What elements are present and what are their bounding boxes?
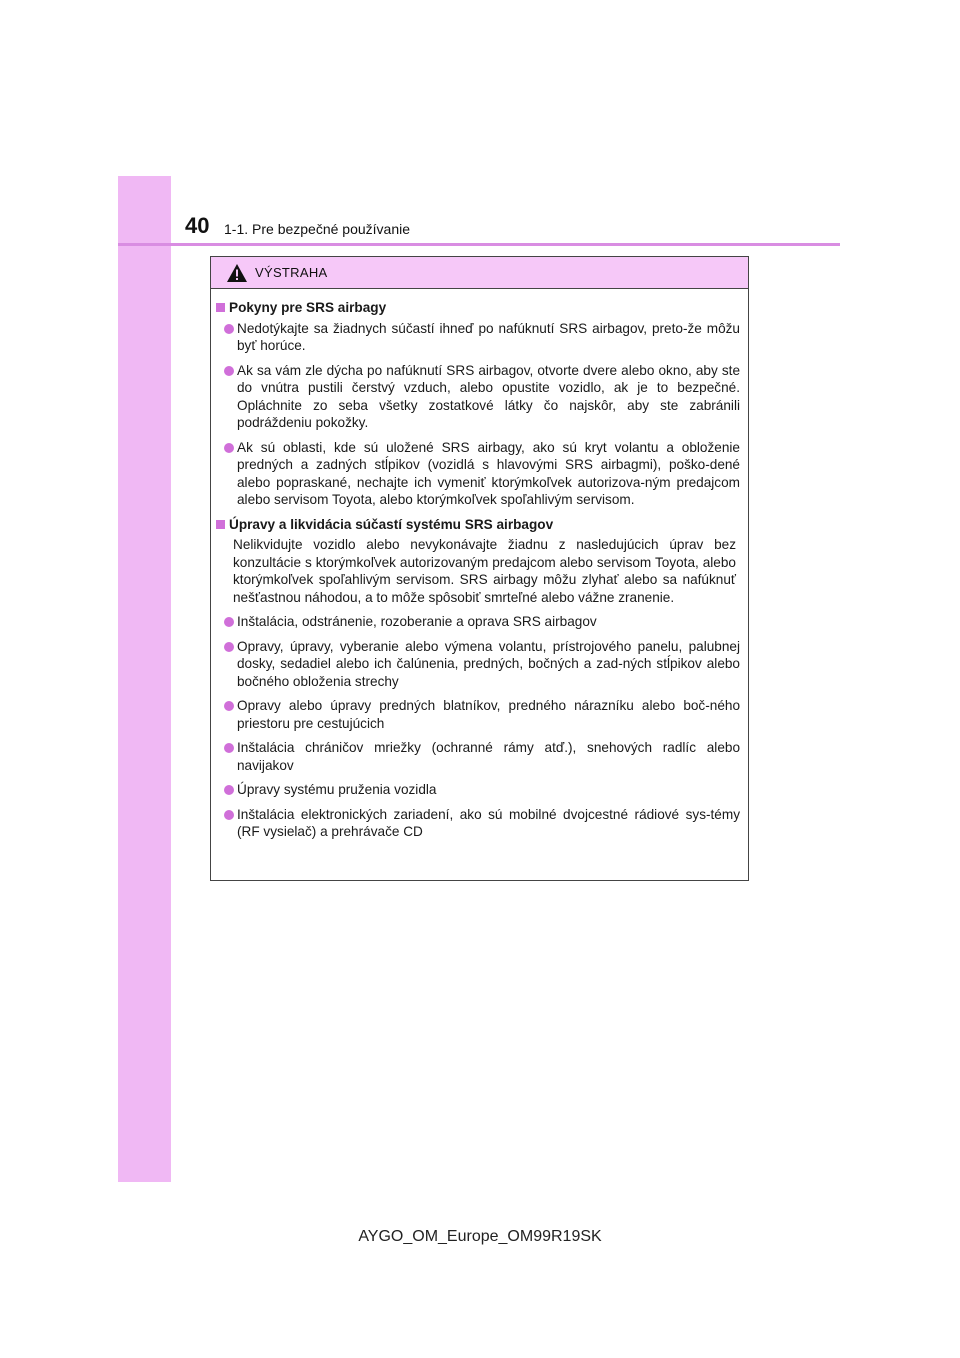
document-code: AYGO_OM_Europe_OM99R19SK xyxy=(358,1228,602,1245)
section-title: 1-1. Pre bezpečné používanie xyxy=(224,221,411,237)
warning-body xyxy=(211,289,748,858)
round-bullet-icon xyxy=(224,743,234,753)
list-item: Nedotýkajte sa žiadnych súčastí ihneď po nafúknutí SRS airbagov, preto-že môžu byť horúce. xyxy=(224,320,740,355)
list-item: Inštalácia chráničov mriežky (ochranné rámy atď.), snehových radlíc alebo navijakov xyxy=(224,739,740,774)
round-bullet-icon xyxy=(224,701,234,711)
round-bullet-icon xyxy=(224,443,234,453)
section-intro: Nelikvidujte vozidlo alebo nevykonávajte žiadnu z nasledujúcich úprav bez konzultácie s ktorýmkoľvek autorizovaným predajcom alebo servisom Toyota, alebo ktorýmkoľvek spoľahlivým servisom. SRS airbagy môžu zlyhať alebo sa nafúknuť nešťastnou náhodou, a to môže spôsobiť smrteľné alebo vážne zranenie. xyxy=(233,537,736,605)
square-bullet-icon xyxy=(216,520,225,529)
section-heading: Úpravy a likvidácia súčastí systému SRS airbagov xyxy=(216,516,740,534)
warning-box xyxy=(210,256,749,881)
warning-header xyxy=(211,257,748,289)
list-item: Opravy alebo úpravy predných blatníkov, predného nárazníku alebo boč-ného priestoru pre cestujúcich xyxy=(224,697,740,732)
page-number: 40 xyxy=(185,213,210,238)
list-item: Ak sú oblasti, kde sú uložené SRS airbagy, ako sú kryt volantu a obloženie predných a zadných stĺpikov (vozidlá s hlavovými SRS airbagmi), poško-dené alebo popraskané, nechajte ich vymeniť ktorýmkoľvek autorizova-ným predajcom alebo servisom Toyota, alebo ktorýmkoľvek spoľahlivým servisom. xyxy=(224,439,740,509)
round-bullet-icon xyxy=(224,810,234,820)
round-bullet-icon xyxy=(224,366,234,376)
section-heading: Pokyny pre SRS airbagy xyxy=(216,299,740,317)
list-item: Inštalácia elektronických zariadení, ako sú mobilné dvojcestné rádiové sys-témy (RF vysielač) a prehrávače CD xyxy=(224,806,740,841)
list-item: Inštalácia, odstránenie, rozoberanie a oprava SRS airbagov xyxy=(224,613,740,631)
warning-triangle-icon xyxy=(226,263,248,283)
header-rule xyxy=(118,243,840,246)
warning-section-airbag-instructions xyxy=(216,299,740,509)
round-bullet-icon xyxy=(224,324,234,334)
list-item: Úpravy systému pruženia vozidla xyxy=(224,781,740,799)
square-bullet-icon xyxy=(216,303,225,312)
list-item: Ak sa vám zle dýcha po nafúknutí SRS airbagov, otvorte dvere alebo okno, aby ste do vnútra pustili čerstvý vzduch, alebo opustite vozidlo, ak je to bezpečné. Opláchnite zo seba všetky zostatkové látky čo najskôr, aby ste zabránili podráždeniu pokožky. xyxy=(224,362,740,432)
round-bullet-icon xyxy=(224,785,234,795)
round-bullet-icon xyxy=(224,642,234,652)
warning-title: VÝSTRAHA xyxy=(255,265,328,280)
list-item: Opravy, úpravy, vyberanie alebo výmena volantu, prístrojového panelu, palubnej dosky, sedadiel alebo ich čalúnenia, predných, bočných a zad-ných stĺpikov alebo bočného obloženia strechy xyxy=(224,638,740,691)
warning-section-modifications xyxy=(216,516,740,841)
round-bullet-icon xyxy=(224,617,234,627)
side-color-band xyxy=(118,176,171,1182)
header-color-tab xyxy=(118,176,171,243)
